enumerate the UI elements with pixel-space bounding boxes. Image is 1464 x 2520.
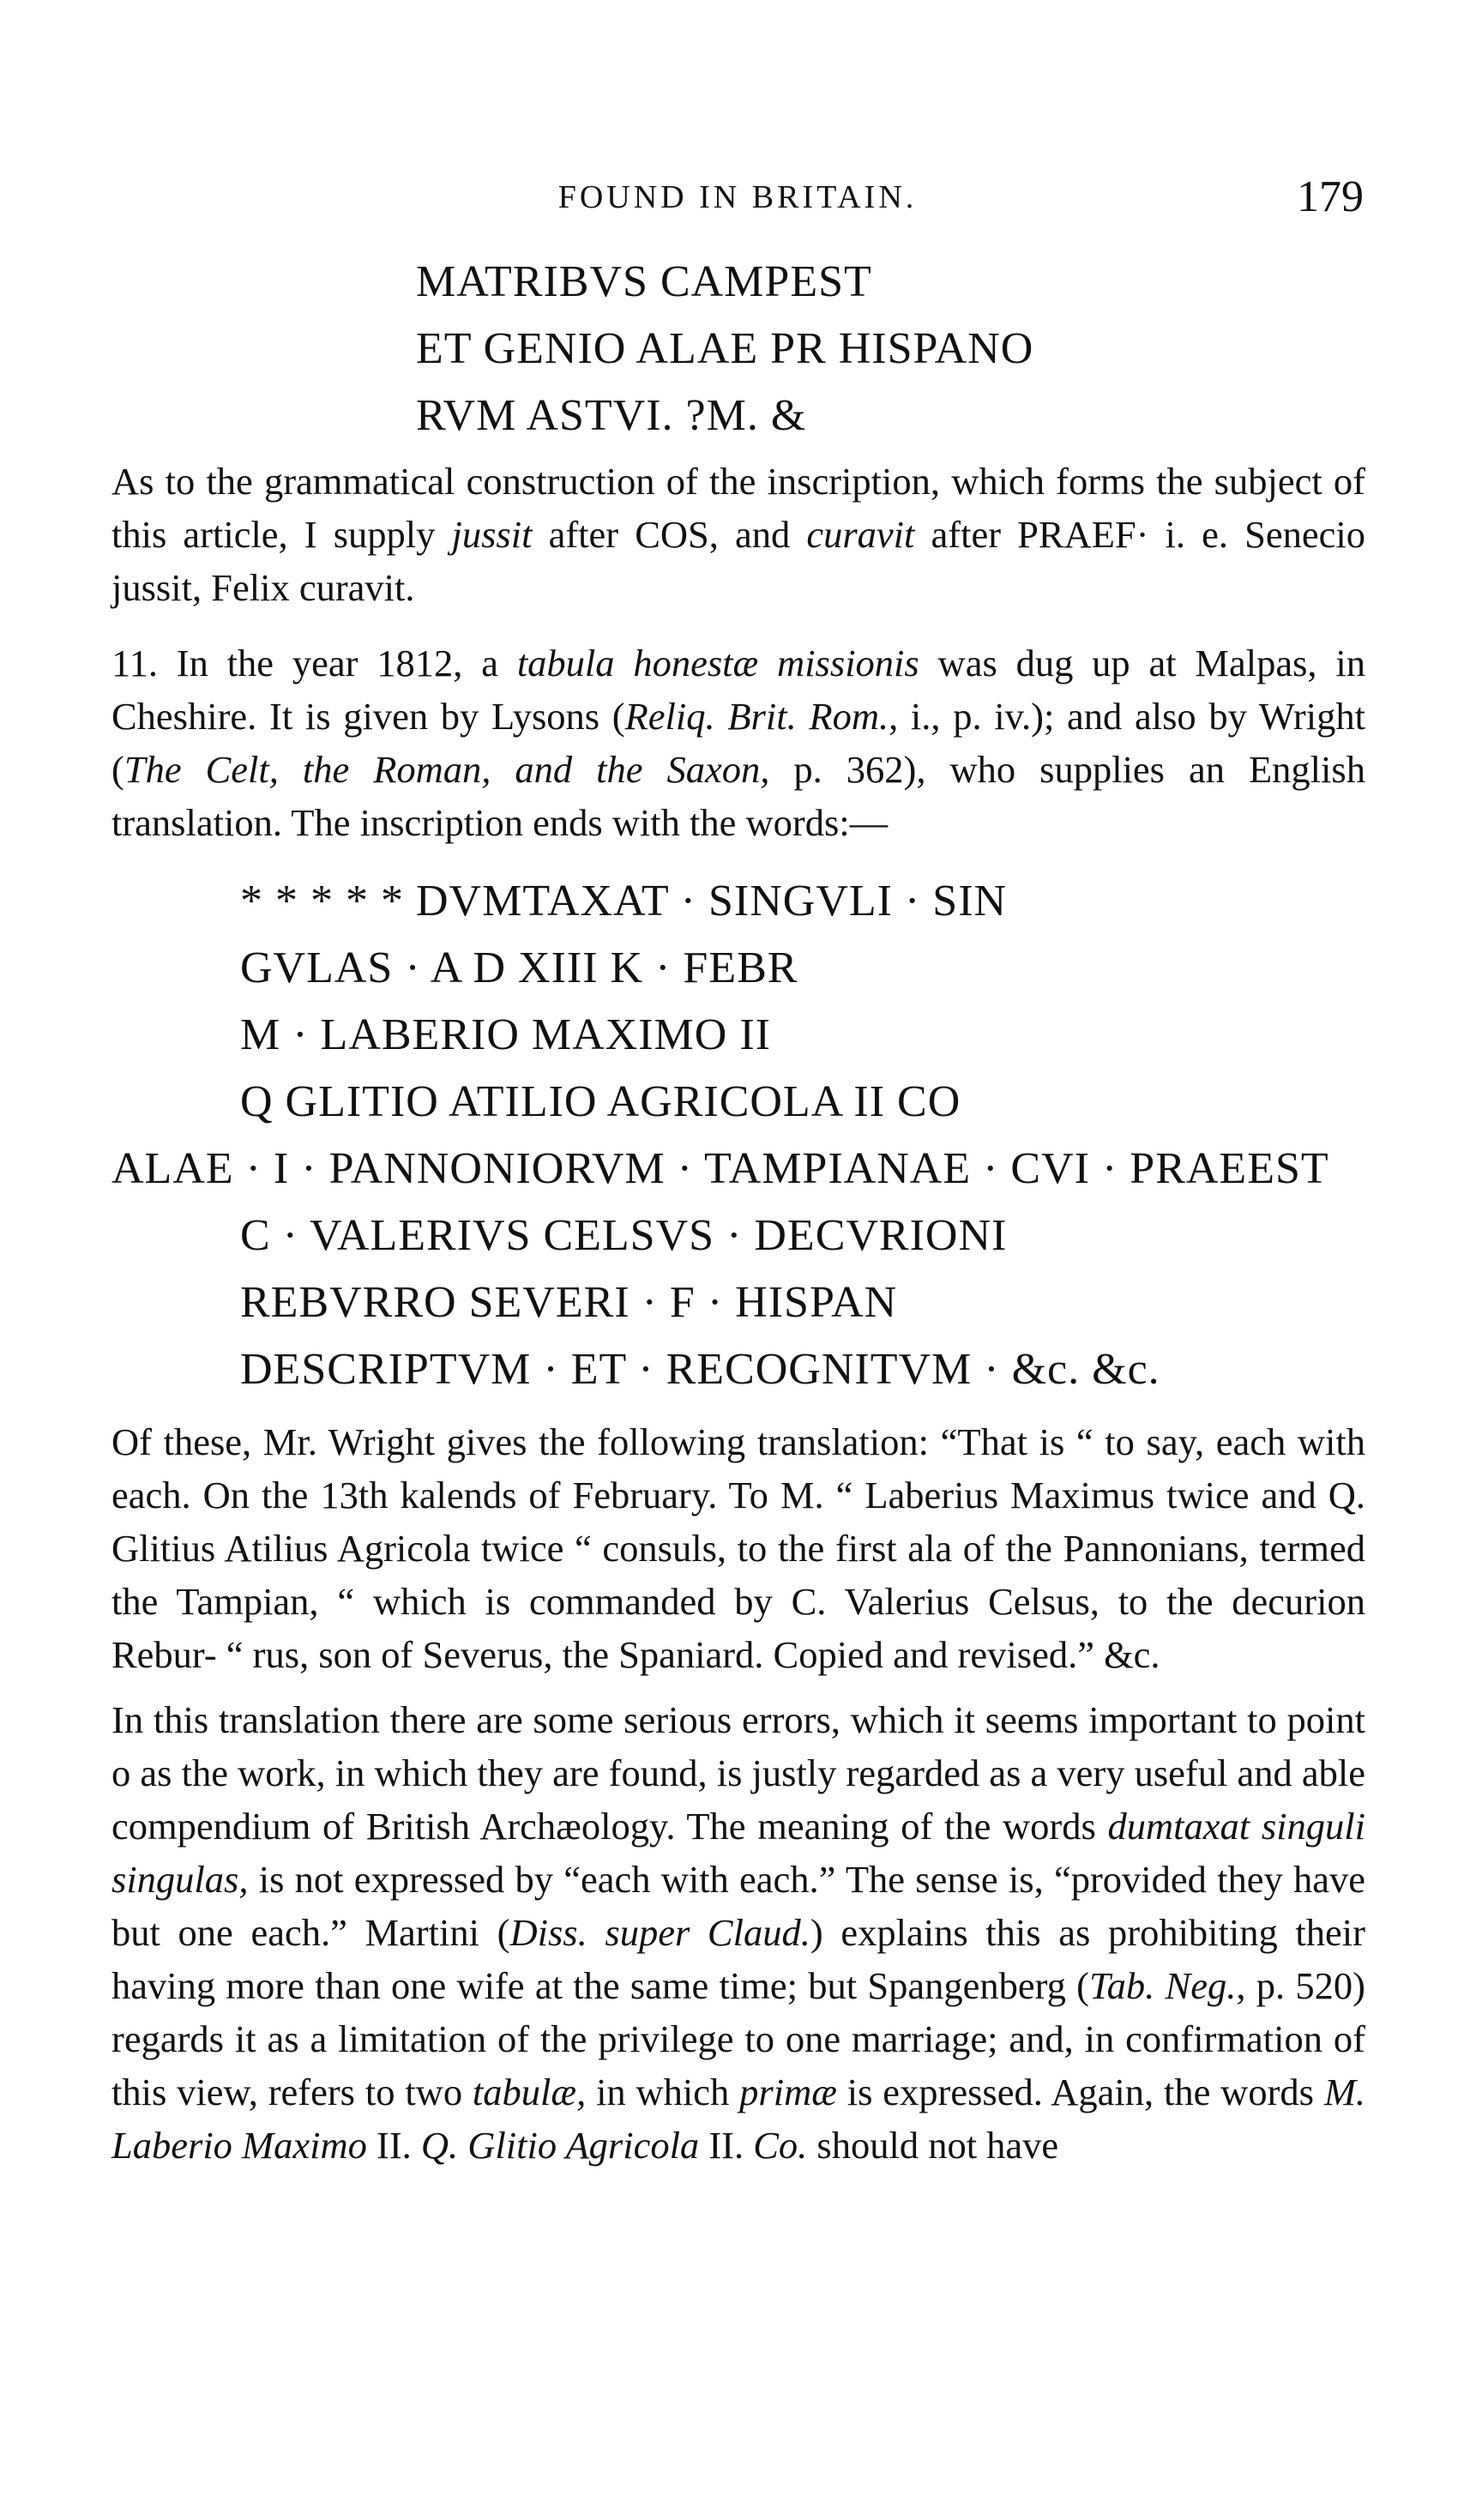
text-run: is expressed. Again, the words: [836, 2071, 1324, 2113]
italic-run: tabula honestæ missionis: [516, 642, 919, 684]
inscription-line: ET GENIO ALAE PR HISPANO: [416, 324, 1034, 373]
italic-run: Q. Glitio Agricola: [420, 2124, 700, 2167]
inscription-line: M · LABERIO MAXIMO II: [240, 1010, 771, 1059]
page-number: 179: [1297, 172, 1364, 221]
inscription-line: MATRIBVS CAMPEST: [416, 257, 872, 306]
italic-run: primæ: [739, 2071, 837, 2113]
paragraph-grammatical-construction: [111, 455, 1365, 614]
text-run: after COS, and: [532, 513, 807, 556]
italic-run: tabulæ,: [472, 2071, 587, 2113]
body-text: [111, 249, 1365, 2172]
inscription-line: C · VALERIVS CELSVS · DECVRIONI: [240, 1211, 1008, 1260]
text-run: 11. In the year 1812, a: [111, 642, 517, 684]
italic-run: M. Laberio Maximo: [111, 2071, 1366, 2167]
paragraph-translation-errors: [111, 1693, 1365, 2172]
italic-run: Co.: [753, 2124, 808, 2167]
text-run: ) explains this as prohibiting their having more than one wife at the same time; but Spangenberg (: [111, 1911, 1365, 2007]
italic-run: Diss. super Claud.: [509, 1911, 810, 1954]
inscription-line: Q GLITIO ATILIO AGRICOLA II CO: [240, 1077, 961, 1126]
text-run: should not have: [807, 2124, 1059, 2167]
italic-run: Reliq. Brit. Rom.: [624, 695, 889, 738]
italic-run: jussit: [451, 513, 533, 556]
text-run: in which: [586, 2071, 740, 2113]
inscription-line: GVLAS · A D XIII K · FEBR: [240, 943, 798, 992]
inscription-line: ALAE · I · PANNONIORVM · TAMPIANAE · CVI · PRAEEST: [111, 1144, 1329, 1193]
text-run: p. 362), who supplies an English translation. The inscription ends with the words:—: [111, 748, 1365, 844]
italic-run: curavit: [806, 513, 915, 556]
italic-run: Tab. Neg.: [1089, 1964, 1237, 2007]
inscription-line: RVM ASTVI. ?M. &: [416, 391, 807, 440]
inscription-line: REBVRRO SEVERI · F · HISPAN: [240, 1278, 898, 1327]
inscription-matribus: [111, 249, 1365, 449]
text-run: is not expressed by “each with each.” The sense is, “provided they have but one each.” Martini (: [111, 1858, 1365, 1954]
text-run: In this translation there are some serious errors, which it seems important to point o as the work, in which they are found, is justly regarded as a very useful and able compendium of British Archæology. The meaning of the words: [111, 1698, 1365, 1848]
text-run: II.: [699, 2124, 754, 2167]
inscription-malpas: [111, 868, 1365, 1403]
italic-run: The Celt, the Roman, and the Saxon,: [124, 748, 770, 791]
page-header: [111, 172, 1364, 232]
inscription-line: DESCRIPTVM · ET · RECOGNITVM · &c. &c.: [240, 1345, 1160, 1394]
text-run: As to the grammatical construction of the inscription, which forms the subject of this article, I supply: [111, 460, 1365, 556]
text-run: after PRAEF· i. e. Senecio jussit, Felix curavit.: [111, 513, 1365, 609]
paragraph-wright-translation: Of these, Mr. Wright gives the following translation: “That is “ to say, each with each. On the 13th kalends of February. To M. “ Laberius Maximus twice and Q. Glitius Atilius Agricola twice “ consuls, to the first ala of the Pannonians, termed the Tampian, “ which is commanded by C. Valerius Celsus, to the decurion Rebur- “ rus, son of Severus, the Spaniard. Copied and revised.” &c.: [111, 1420, 1365, 1676]
text-run: , p. 520) regards it as a limitation of the privilege to one marriage; and, in confirmation of this view, refers to two: [111, 1964, 1365, 2113]
running-title: FOUND IN BRITAIN.: [557, 179, 918, 215]
text-run: II.: [366, 2124, 421, 2167]
paragraph-malpas-tabula: [111, 636, 1365, 849]
text-run: was dug up at Malpas, in Cheshire. It is given by Lysons (: [111, 642, 1365, 738]
inscription-line: * * * * * DVMTAXAT · SINGVLI · SIN: [240, 877, 1008, 925]
italic-run: dumtaxat singuli singulas,: [111, 1805, 1365, 1901]
text-run: , i., p. iv.); and also by Wright (: [111, 695, 1365, 791]
